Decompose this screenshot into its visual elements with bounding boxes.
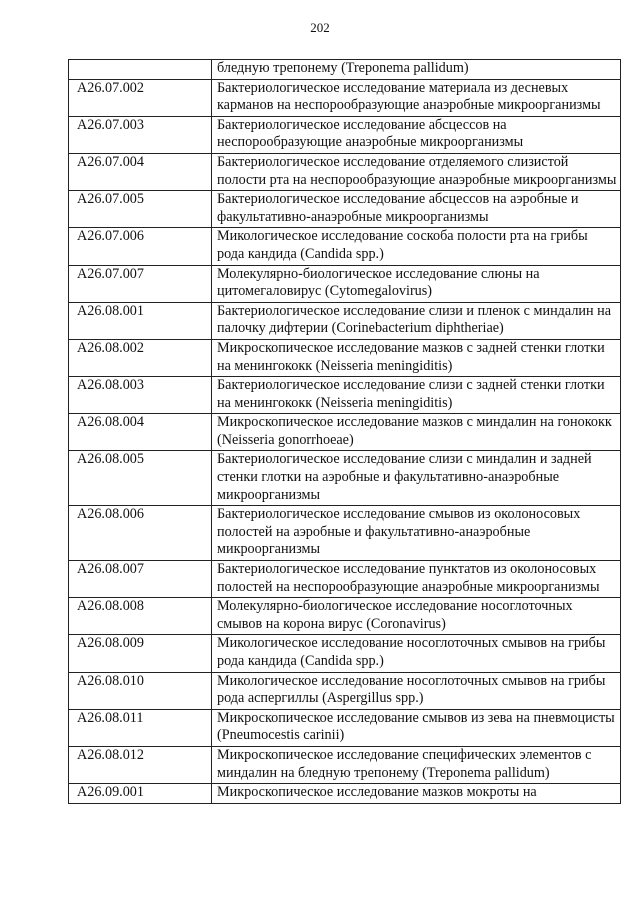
service-description: Бактериологическое исследование отделяемого слизистой полости рта на неспорообразующие анаэробные микроорганизмы — [212, 153, 621, 190]
service-description: Бактериологическое исследование слизи с миндалин и задней стенки глотки на аэробные и факультативно-анаэробные микроорганизмы — [212, 451, 621, 506]
service-code: A26.08.011 — [69, 709, 212, 746]
service-code: A26.07.002 — [69, 79, 212, 116]
services-table-body — [69, 60, 621, 804]
service-description: Микроскопическое исследование специфических элементов с миндалин на бледную трепонему (Treponema pallidum) — [212, 746, 621, 783]
service-code: A26.08.006 — [69, 506, 212, 561]
service-code: A26.08.002 — [69, 339, 212, 376]
table-row — [69, 561, 621, 598]
service-description: Бактериологическое исследование абсцессов на неспорообразующие анаэробные микроорганизмы — [212, 116, 621, 153]
table-row — [69, 339, 621, 376]
table-row — [69, 228, 621, 265]
table-row — [69, 784, 621, 804]
service-code: A26.08.005 — [69, 451, 212, 506]
service-code: A26.09.001 — [69, 784, 212, 804]
service-code: A26.07.005 — [69, 191, 212, 228]
service-code: A26.08.007 — [69, 561, 212, 598]
page-number: 202 — [310, 20, 330, 35]
service-description: Бактериологическое исследование материала из десневых карманов на неспорообразующие анаэробные микроорганизмы — [212, 79, 621, 116]
service-code: A26.07.003 — [69, 116, 212, 153]
service-description: Бактериологическое исследование слизи и пленок с миндалин на палочку дифтерии (Corinebacterium diphtheriae) — [212, 302, 621, 339]
service-description: Микроскопическое исследование мазков с задней стенки глотки на менингококк (Neisseria meningiditis) — [212, 339, 621, 376]
table-row — [69, 709, 621, 746]
service-description: Микологическое исследование носоглоточных смывов на грибы рода кандида (Candida spp.) — [212, 635, 621, 672]
service-code: A26.07.006 — [69, 228, 212, 265]
services-table — [68, 59, 621, 804]
service-code: A26.08.004 — [69, 414, 212, 451]
service-description: Бактериологическое исследование пунктатов из околоносовых полостей на неспорообразующие анаэробные микроорганизмы — [212, 561, 621, 598]
table-row — [69, 598, 621, 635]
service-code: A26.08.001 — [69, 302, 212, 339]
table-row — [69, 116, 621, 153]
table-row — [69, 414, 621, 451]
table-row — [69, 506, 621, 561]
table-row — [69, 60, 621, 80]
service-description: Микологическое исследование носоглоточных смывов на грибы рода аспергиллы (Aspergillus spp.) — [212, 672, 621, 709]
table-row — [69, 79, 621, 116]
service-code: A26.08.003 — [69, 377, 212, 414]
table-row — [69, 746, 621, 783]
table-row — [69, 672, 621, 709]
service-description: Микроскопическое исследование смывов из зева на пневмоцисты (Pneumocestis carinii) — [212, 709, 621, 746]
service-code: A26.07.004 — [69, 153, 212, 190]
table-row — [69, 302, 621, 339]
service-description: Бактериологическое исследование слизи с задней стенки глотки на менингококк (Neisseria meningiditis) — [212, 377, 621, 414]
service-description: Микологическое исследование соскоба полости рта на грибы рода кандида (Candida spp.) — [212, 228, 621, 265]
table-row — [69, 191, 621, 228]
service-code: A26.08.010 — [69, 672, 212, 709]
service-code: A26.08.009 — [69, 635, 212, 672]
service-code: A26.08.012 — [69, 746, 212, 783]
service-code: A26.08.008 — [69, 598, 212, 635]
table-row — [69, 377, 621, 414]
service-description: Микроскопическое исследование мазков с миндалин на гонококк (Neisseria gonorrhoeae) — [212, 414, 621, 451]
service-description: Бактериологическое исследование смывов из околоносовых полостей на аэробные и факультативно-анаэробные микроорганизмы — [212, 506, 621, 561]
service-code — [69, 60, 212, 80]
table-row — [69, 265, 621, 302]
table-row — [69, 635, 621, 672]
service-description: бледную трепонему (Treponema pallidum) — [212, 60, 621, 80]
service-description: Молекулярно-биологическое исследование слюны на цитомегаловирус (Cytomegalovirus) — [212, 265, 621, 302]
table-row — [69, 153, 621, 190]
service-description: Микроскопическое исследование мазков мокроты на — [212, 784, 621, 804]
service-description: Молекулярно-биологическое исследование носоглоточных смывов на корона вирус (Coronavirus) — [212, 598, 621, 635]
table-row — [69, 451, 621, 506]
service-code: A26.07.007 — [69, 265, 212, 302]
service-description: Бактериологическое исследование абсцессов на аэробные и факультативно-анаэробные микроорганизмы — [212, 191, 621, 228]
